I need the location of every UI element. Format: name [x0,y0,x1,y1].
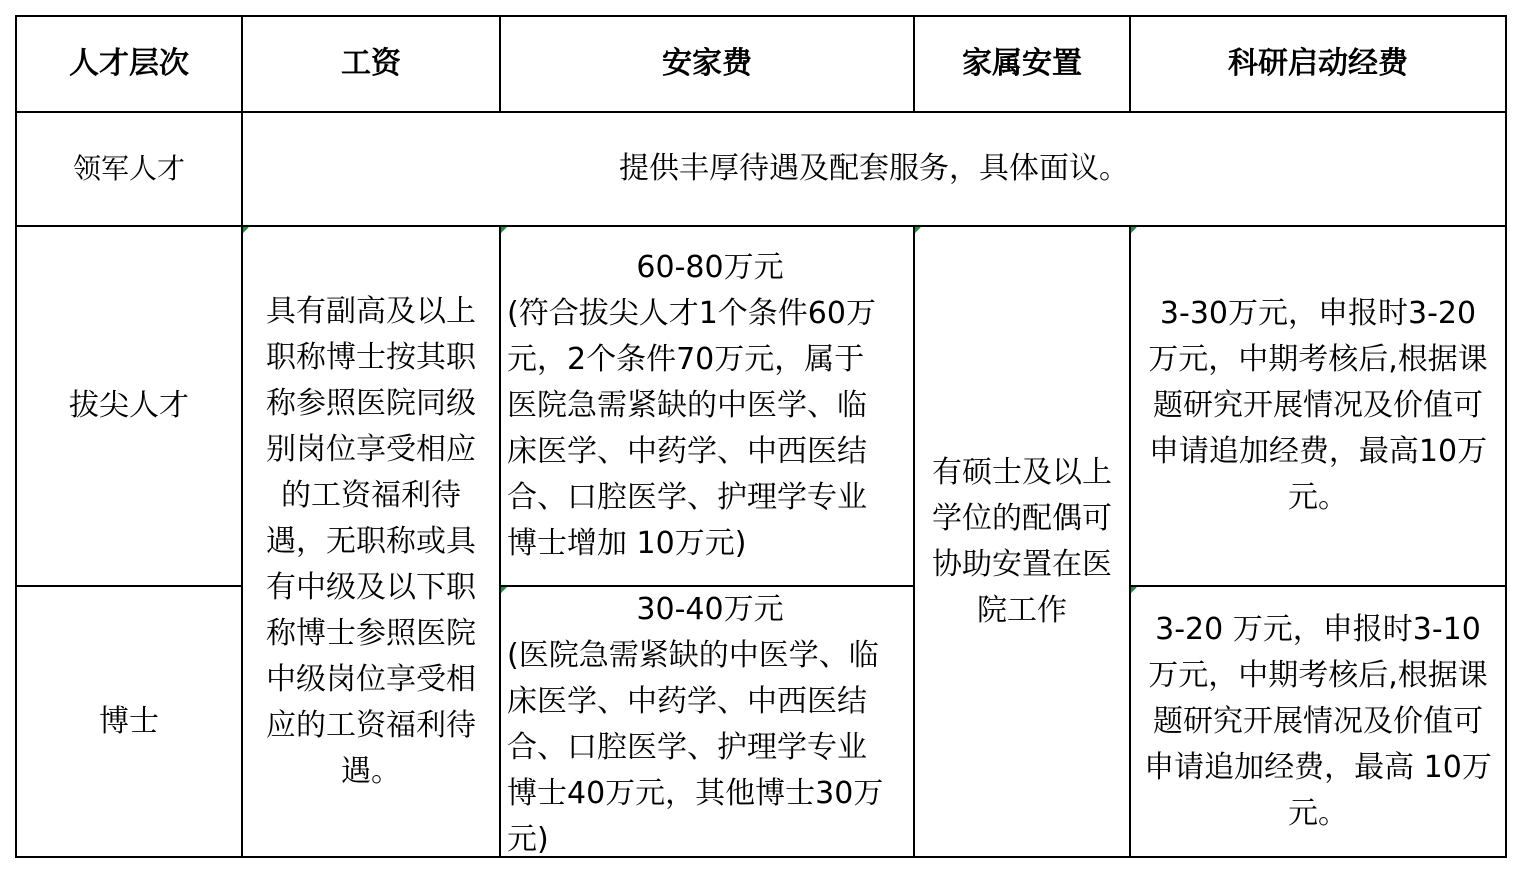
header-level: 人才层次 [69,46,189,81]
header-family: 家属安置 [962,46,1082,81]
leader-merged: 提供丰厚待遇及配套服务，具体面议。 [619,151,1129,186]
top-settle-amount: 60-80万元 [636,250,784,285]
phd-research: 3-20 万元，申报时3-10 万元，中期考核后,根据课 题研究开展情况及价值可 申请追加经费，最高 10万 元。 [1144,611,1492,831]
shared-family: 有硕士及以上 学位的配偶可 协助安置在医 院工作 [932,454,1112,628]
top-level: 拔尖人才 [69,388,189,423]
border-right [1505,15,1507,858]
header-settle: 安家费 [662,46,752,81]
leader-level: 领军人才 [72,152,185,185]
header-research: 科研启动经费 [1228,46,1408,81]
top-settle-detail: (符合拔尖人才1个条件60万 元，2个条件70万元，属于 医院急需紧缺的中医学、临 床医学、中药学、中西医结 合、口腔医学、护理学专业 博士增加 10万元) [507,296,876,561]
phd-settle-detail: (医院急需紧缺的中医学、临 床医学、中药学、中西医结 合、口腔医学、护理学专业 博士40万元，其他博士30万 元) [507,638,884,857]
phd-settle-amount: 30-40万元 [636,592,784,627]
header-salary: 工资 [341,46,401,81]
phd-level: 博士 [99,703,159,739]
top-research: 3-30万元，申报时3-20 万元，中期考核后,根据课 题研究开展情况及价值可 申请追加经费，最高10万 元。 [1148,296,1488,515]
top-settle-cell [501,227,913,585]
shared-salary: 具有副高及以上 职称博士按其职 称参照医院同级 别岗位享受相应 的工资福利待 遇，无职称或具 有中级及以下职 称博士参照医院 中级岗位享受相 应的工资福利待 遇。 [266,293,476,789]
phd-settle-cell [501,587,913,856]
